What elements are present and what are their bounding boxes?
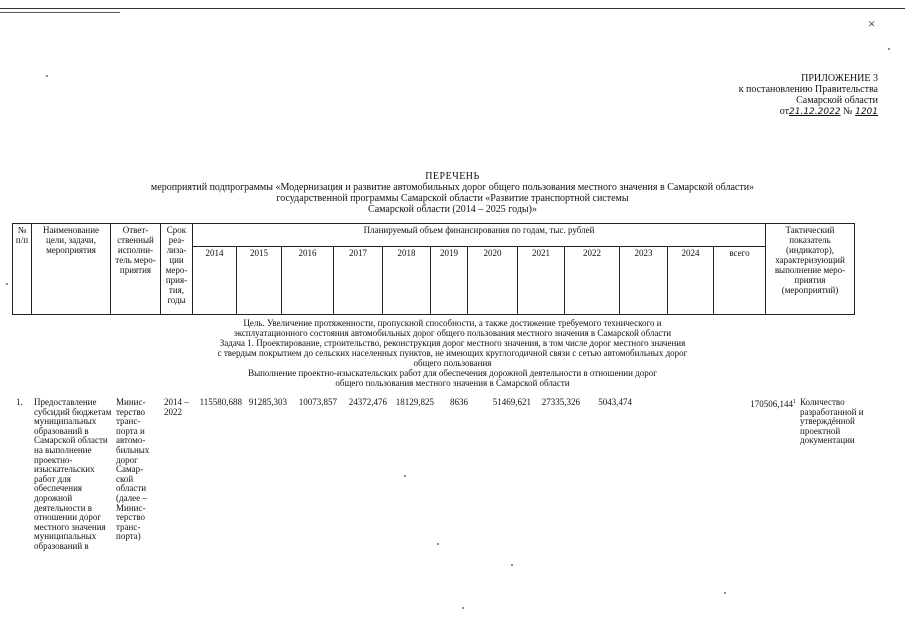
scan-speck — [511, 564, 513, 566]
row1-total — [740, 398, 796, 410]
row1-value-2017: 24372,476 — [348, 397, 387, 407]
year-2018: 2018 — [383, 247, 431, 315]
scan-speck — [46, 75, 48, 77]
year-2023: 2023 — [620, 247, 668, 315]
subsection-line1: Выполнение проектно-изыскательских работ для обеспечения дорожной деятельности в отношении дорог — [248, 368, 657, 378]
heading-line3: Самарской области (2014 – 2025 годы)» — [368, 204, 537, 215]
row1-value-2015: 91285,303 — [248, 397, 287, 407]
row1-value-2018: 18129,825 — [395, 397, 434, 407]
year-2017: 2017 — [334, 247, 383, 315]
row1-value-2019: 8636 — [450, 397, 468, 407]
annex-number: 1201 — [855, 107, 878, 117]
row1-value-2016: 10073,857 — [298, 397, 337, 407]
funding-table-header — [12, 223, 855, 315]
row1-exec: Минис- терство транс- порта и автомо- бильных дорог Самар- ской области (далее – Минис- терство транс- порта) — [116, 397, 150, 542]
row1-total-footnote: 1 — [793, 399, 796, 405]
task-line1: Задача 1. Проектирование, строительство, реконструкция дорог местного значения, в том числе дорог местного значения — [219, 338, 686, 348]
heading-line2: государственной программы Самарской области «Развитие транспортной системы — [276, 193, 629, 204]
heading-title: ПЕРЕЧЕНЬ — [425, 171, 480, 182]
scan-speck — [724, 592, 726, 594]
row1-indicator: Количество разработанной и утверждённой проектной документации — [800, 397, 864, 446]
year-2014: 2014 — [193, 247, 237, 315]
row1-total-value: 170506,144 — [750, 399, 793, 409]
number-prefix: № — [843, 106, 853, 117]
top-rule — [0, 8, 905, 9]
date-prefix: от — [779, 106, 790, 117]
annex-line1: к постановлению Правительства — [738, 84, 878, 95]
task-line3: общего пользования — [413, 358, 492, 368]
subsection-line2: общего пользования местного значения в Самарской области — [335, 378, 570, 388]
col-indicator: Тактический показатель (индикатор), характеризующий выполнение меро- приятия (мероприятий) — [766, 224, 855, 315]
scan-speck — [6, 283, 8, 285]
heading-line1: мероприятий подпрограммы «Модернизация и развитие автомобильных дорог общего пользования местного значения в Самарской области» — [150, 182, 755, 193]
row1-term: 2014 – 2022 — [164, 397, 189, 417]
row1-num: 1. — [16, 397, 23, 407]
annex-date: 21.12.2022 — [789, 107, 841, 117]
annex-title: ПРИЛОЖЕНИЕ 3 — [801, 73, 878, 84]
row1-value-2022: 5043,474 — [598, 397, 632, 407]
year-2022: 2022 — [565, 247, 620, 315]
year-2015: 2015 — [237, 247, 282, 315]
scan-speck — [888, 48, 890, 50]
row1-value-2020: 51469,621 — [492, 397, 531, 407]
year-2024: 2024 — [668, 247, 714, 315]
row1-value-2021: 27335,326 — [541, 397, 580, 407]
row1-value-2014: 115580,688 — [199, 397, 242, 407]
annex-date-line — [700, 106, 878, 118]
annex-line2: Самарской области — [796, 95, 878, 106]
goal-line2: эксплуатационного состояния автомобильных дорог общего пользования местного значения в Самарской области — [233, 328, 672, 338]
scan-speck — [404, 475, 406, 477]
annex-block — [700, 73, 878, 118]
col-num: № п/п — [13, 224, 32, 315]
goal-line1: Цель. Увеличение протяженности, пропускной способности, а также достижение требуемого технического и — [243, 318, 662, 328]
top-rule-short — [0, 12, 120, 13]
year-total: всего — [714, 247, 766, 315]
year-2016: 2016 — [282, 247, 334, 315]
year-2020: 2020 — [468, 247, 518, 315]
scan-speck — [462, 607, 464, 609]
goal-section — [190, 318, 715, 388]
col-term: Срок реа- лиза- ции меро- прия- тия, годы — [161, 224, 193, 315]
row1-name: Предоставление субсидий бюджетам муниципальных образований в Самарской области на выполнение проектно-изыскательских работ для обеспечения дорожной деятельности в отношении дорог местного значения муниципальных образований в — [34, 397, 112, 551]
scan-speck — [437, 543, 439, 545]
year-2021: 2021 — [518, 247, 565, 315]
corner-mark: × — [868, 16, 876, 31]
document-heading — [100, 171, 805, 215]
year-2019: 2019 — [431, 247, 468, 315]
col-exec: Ответ- ственный исполни- тель меро- приятия — [111, 224, 161, 315]
col-funding: Планируемый объем финансирования по годам, тыс. рублей — [193, 224, 766, 247]
col-name: Наименование цели, задачи, мероприятия — [32, 224, 111, 315]
task-line2: с твердым покрытием до сельских населенных пунктов, не имеющих круглогодичной связи с сетью автомобильных дорог — [217, 348, 688, 358]
